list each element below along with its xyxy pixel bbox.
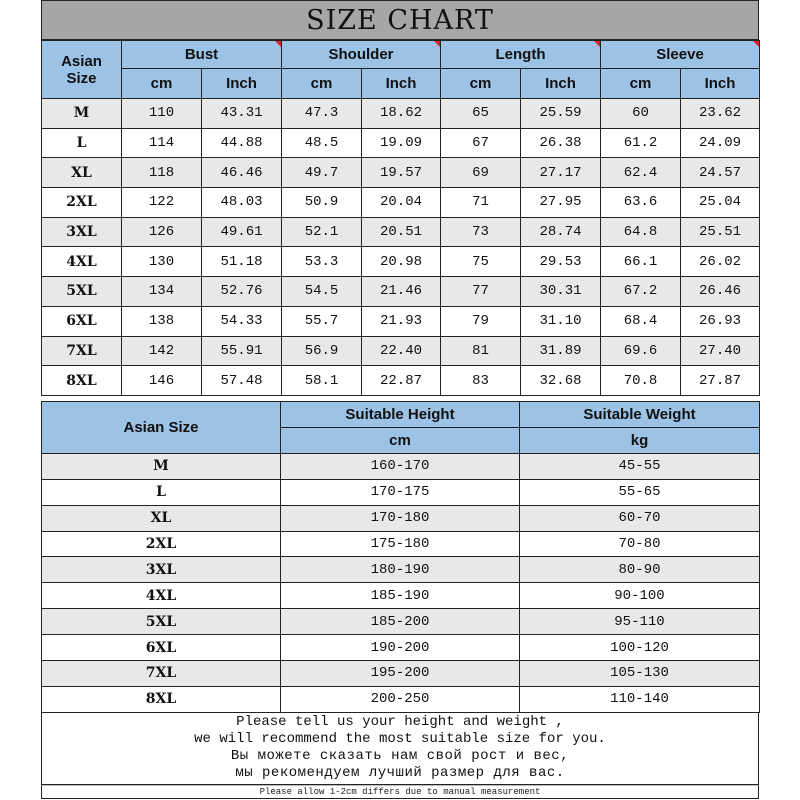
measurement-cell: 61.2 [601,128,681,158]
measurement-cell: 23.62 [681,99,760,129]
table-row [42,635,760,661]
size-label: 3XL [42,217,122,247]
measurement-cell: 146 [122,366,202,396]
measurement-cell: 50.9 [282,188,362,218]
measurement-cell: 49.61 [202,217,282,247]
size-label: 8XL [42,686,281,712]
measurement-cell: 54.33 [202,306,282,336]
measurement-cell: 32.68 [521,366,601,396]
table-row [42,453,760,479]
measurement-cell: 48.03 [202,188,282,218]
table-row [42,531,760,557]
measurement-cell: 69.6 [601,336,681,366]
table-row [42,505,760,531]
unit-header: Inch [521,69,601,99]
unit-header: Inch [362,69,441,99]
weight-cell: 80-90 [520,557,760,583]
weight-cell: 90-100 [520,583,760,609]
height-cell: 200-250 [281,686,520,712]
fit-rows [42,453,760,712]
measurement-cell: 63.6 [601,188,681,218]
table-row [42,158,760,188]
measurement-cell: 26.46 [681,277,760,307]
measurement-cell: 27.87 [681,366,760,396]
measurement-rows [42,99,760,396]
measurement-cell: 57.48 [202,366,282,396]
unit-header: cm [122,69,202,99]
size-label: 7XL [42,661,281,687]
measurement-cell: 22.87 [362,366,441,396]
measurement-cell: 30.31 [521,277,601,307]
measurement-cell: 73 [441,217,521,247]
height-cell: 195-200 [281,661,520,687]
table-row [42,583,760,609]
weight-cell: 110-140 [520,686,760,712]
measurement-cell: 25.04 [681,188,760,218]
size-label: M [42,99,122,129]
measurement-cell: 118 [122,158,202,188]
measurement-cell: 51.18 [202,247,282,277]
measurement-cell: 21.46 [362,277,441,307]
table-row [42,247,760,277]
table-row [42,128,760,158]
size-label: 2XL [42,188,122,218]
shoulder-header: Shoulder [282,41,441,69]
size-label: 2XL [42,531,281,557]
height-cell: 190-200 [281,635,520,661]
measurement-cell: 64.8 [601,217,681,247]
sleeve-header: Sleeve [601,41,760,69]
unit-header: Inch [681,69,760,99]
size-label: XL [42,505,281,531]
measurement-cell: 43.31 [202,99,282,129]
measurement-cell: 70.8 [601,366,681,396]
note-en-line2: we will recommend the most suitable size for you. [194,730,606,747]
asian-size-header: Asian Size [42,41,122,99]
measurement-cell: 130 [122,247,202,277]
weight-cell: 55-65 [520,479,760,505]
weight-cell: 60-70 [520,505,760,531]
measurement-cell: 58.1 [282,366,362,396]
measurement-cell: 126 [122,217,202,247]
measurement-cell: 71 [441,188,521,218]
length-header: Length [441,41,601,69]
size-label: 4XL [42,247,122,277]
height-cell: 185-200 [281,609,520,635]
weight-cell: 105-130 [520,661,760,687]
size-chart [41,0,759,799]
measurement-cell: 110 [122,99,202,129]
measurement-cell: 31.10 [521,306,601,336]
height-cell: 180-190 [281,557,520,583]
table-row [42,277,760,307]
measurement-cell: 46.46 [202,158,282,188]
measurement-cell: 62.4 [601,158,681,188]
measurement-cell: 81 [441,336,521,366]
measurement-cell: 27.40 [681,336,760,366]
chart-title: SIZE CHART [41,0,759,40]
size-label: 3XL [42,557,281,583]
measurement-cell: 21.93 [362,306,441,336]
measurement-cell: 67 [441,128,521,158]
measurement-cell: 29.53 [521,247,601,277]
measurement-cell: 18.62 [362,99,441,129]
measurement-cell: 52.1 [282,217,362,247]
measurement-cell: 79 [441,306,521,336]
measurement-cell: 25.59 [521,99,601,129]
unit-header: cm [601,69,681,99]
size-label: 8XL [42,366,122,396]
table-row [42,306,760,336]
measurement-cell: 134 [122,277,202,307]
measurement-cell: 47.3 [282,99,362,129]
recommendation-notes [41,713,759,785]
measurement-cell: 55.7 [282,306,362,336]
measurement-cell: 19.57 [362,158,441,188]
measurement-cell: 26.93 [681,306,760,336]
measurement-cell: 19.09 [362,128,441,158]
unit-header: cm [441,69,521,99]
size-label: 7XL [42,336,122,366]
measurement-cell: 60 [601,99,681,129]
weight-header: Suitable Weight [520,401,760,427]
height-unit: cm [281,427,520,453]
weight-unit: kg [520,427,760,453]
size-label: L [42,479,281,505]
size-label: 6XL [42,306,122,336]
height-cell: 170-175 [281,479,520,505]
measurement-cell: 114 [122,128,202,158]
note-en-line1: Please tell us your height and weight , [236,713,564,730]
table-row [42,661,760,687]
weight-cell: 95-110 [520,609,760,635]
size-label: M [42,453,281,479]
table-row [42,99,760,129]
measurement-cell: 31.89 [521,336,601,366]
measurement-cell: 52.76 [202,277,282,307]
table-row [42,217,760,247]
measurement-cell: 122 [122,188,202,218]
measurement-cell: 26.38 [521,128,601,158]
size-label: 5XL [42,609,281,635]
units-row [42,69,760,99]
measurement-table [41,40,760,396]
measurement-cell: 53.3 [282,247,362,277]
table-row [42,336,760,366]
unit-header: Inch [202,69,282,99]
measurement-cell: 142 [122,336,202,366]
measurement-cell: 65 [441,99,521,129]
measurement-cell: 20.51 [362,217,441,247]
measurement-cell: 20.98 [362,247,441,277]
weight-cell: 100-120 [520,635,760,661]
table-row [42,686,760,712]
measurement-cell: 28.74 [521,217,601,247]
measurement-cell: 83 [441,366,521,396]
measurement-cell: 54.5 [282,277,362,307]
unit-header: cm [282,69,362,99]
measurement-cell: 26.02 [681,247,760,277]
measurement-cell: 75 [441,247,521,277]
size-label: 5XL [42,277,122,307]
height-cell: 160-170 [281,453,520,479]
bust-header: Bust [122,41,282,69]
measurement-cell: 56.9 [282,336,362,366]
measurement-cell: 66.1 [601,247,681,277]
fit-size-header: Asian Size [42,401,281,453]
measurement-cell: 24.57 [681,158,760,188]
fit-table [41,401,760,713]
measurement-cell: 48.5 [282,128,362,158]
measurement-cell: 67.2 [601,277,681,307]
measurement-cell: 55.91 [202,336,282,366]
weight-cell: 45-55 [520,453,760,479]
size-label: L [42,128,122,158]
measurement-cell: 77 [441,277,521,307]
height-cell: 175-180 [281,531,520,557]
table-row [42,609,760,635]
size-label: 4XL [42,583,281,609]
table-row [42,366,760,396]
note-ru-line2: мы рекомендуем лучший размер для вас. [235,764,565,781]
size-label: XL [42,158,122,188]
measurement-cell: 25.51 [681,217,760,247]
height-cell: 170-180 [281,505,520,531]
measurement-cell: 20.04 [362,188,441,218]
table-row [42,479,760,505]
table-row [42,557,760,583]
size-label: 6XL [42,635,281,661]
height-header: Suitable Height [281,401,520,427]
measurement-cell: 68.4 [601,306,681,336]
measurement-cell: 49.7 [282,158,362,188]
fine-print: Please allow 1-2cm differs due to manual measurement [41,785,759,799]
measurement-cell: 24.09 [681,128,760,158]
height-cell: 185-190 [281,583,520,609]
note-ru-line1: Вы можете сказать нам свой рост и вес, [230,747,570,764]
table-row [42,188,760,218]
measurement-cell: 44.88 [202,128,282,158]
measurement-cell: 69 [441,158,521,188]
measurement-cell: 138 [122,306,202,336]
weight-cell: 70-80 [520,531,760,557]
measurement-cell: 27.95 [521,188,601,218]
measurement-cell: 27.17 [521,158,601,188]
measurement-cell: 22.40 [362,336,441,366]
